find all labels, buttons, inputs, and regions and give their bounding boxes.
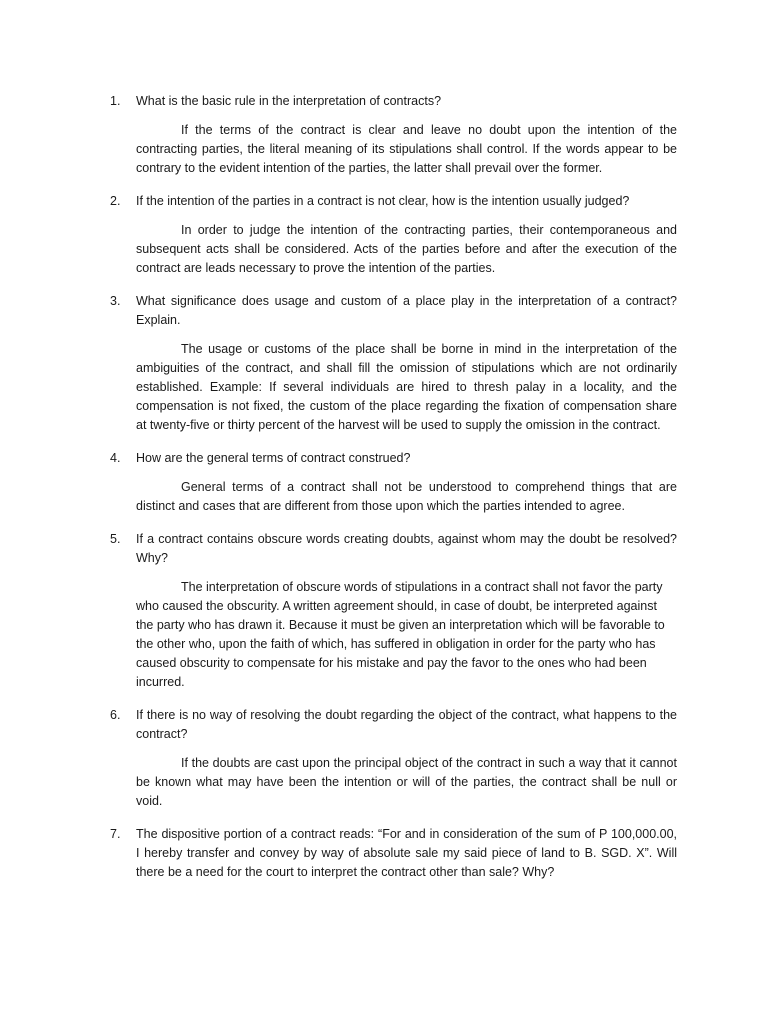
answer-text: The usage or customs of the place shall be borne in mind in the interpretation of the ambiguities of the contract, and shall fill the omission of stipulations which are not ordinarily established. Example: If several individuals are hired to thresh palay in a locality, and the compensation is not fixed, the custom of the place regarding the fixation of compensation share at twenty-five or thirty percent of the harvest will be used to supply the omission in the contract. xyxy=(136,342,677,432)
answer-text: If the terms of the contract is clear and leave no doubt upon the intention of the contracting parties, the literal meaning of its stipulations shall control. If the words appear to be contrary to the evident intention of the parties, the latter shall prevail over the former. xyxy=(136,123,677,175)
item-number: 2. xyxy=(110,194,121,208)
qa-item-7 xyxy=(0,825,768,882)
qa-item-5 xyxy=(0,530,768,692)
answer-text: The interpretation of obscure words of stipulations in a contract shall not favor the party who caused the obscurity. A written agreement should, in case of doubt, be interpreted against the party who has drawn it. Because it must be given an interpretation which will be favorable to the other who, upon the faith of which, has suffered in obligation in order for the party who has caused obscurity to compensate for his mistake and pay the favor to the ones who had been incurred. xyxy=(136,580,665,689)
question-text: If the intention of the parties in a contract is not clear, how is the intention usually judged? xyxy=(136,194,630,208)
qa-list xyxy=(0,92,768,896)
item-number: 4. xyxy=(110,451,121,465)
qa-item-1 xyxy=(0,92,768,178)
question-text: The dispositive portion of a contract reads: “For and in consideration of the sum of P 100,000.00, I hereby transfer and convey by way of absolute sale my said piece of land to B. SGD. X”. Will there be a need for the court to interpret the contract other than sale? Why? xyxy=(136,827,677,879)
item-number: 3. xyxy=(110,294,121,308)
item-number: 5. xyxy=(110,532,121,546)
item-number: 6. xyxy=(110,708,121,722)
question-text: What is the basic rule in the interpretation of contracts? xyxy=(136,94,442,108)
qa-item-3 xyxy=(0,292,768,435)
question-text: How are the general terms of contract construed? xyxy=(136,451,411,465)
item-number: 7. xyxy=(110,827,121,841)
answer-text: General terms of a contract shall not be understood to comprehend things that are distinct and cases that are different from those upon which the parties intended to agree. xyxy=(136,480,677,513)
qa-item-4 xyxy=(0,449,768,516)
qa-item-6 xyxy=(0,706,768,811)
question-text: What significance does usage and custom of a place play in the interpretation of a contract? Explain. xyxy=(136,294,677,327)
answer-text: If the doubts are cast upon the principal object of the contract in such a way that it cannot be known what may have been the intention or will of the parties, the contract shall be null or void. xyxy=(136,756,677,808)
item-number: 1. xyxy=(110,94,121,108)
answer-text: In order to judge the intention of the contracting parties, their contemporaneous and subsequent acts shall be considered. Acts of the parties before and after the execution of the contract are leads necessary to prove the intention of the parties. xyxy=(136,223,677,275)
question-text: If a contract contains obscure words creating doubts, against whom may the doubt be resolved? Why? xyxy=(136,532,677,565)
question-text: If there is no way of resolving the doubt regarding the object of the contract, what happens to the contract? xyxy=(136,708,677,741)
qa-item-2 xyxy=(0,192,768,278)
